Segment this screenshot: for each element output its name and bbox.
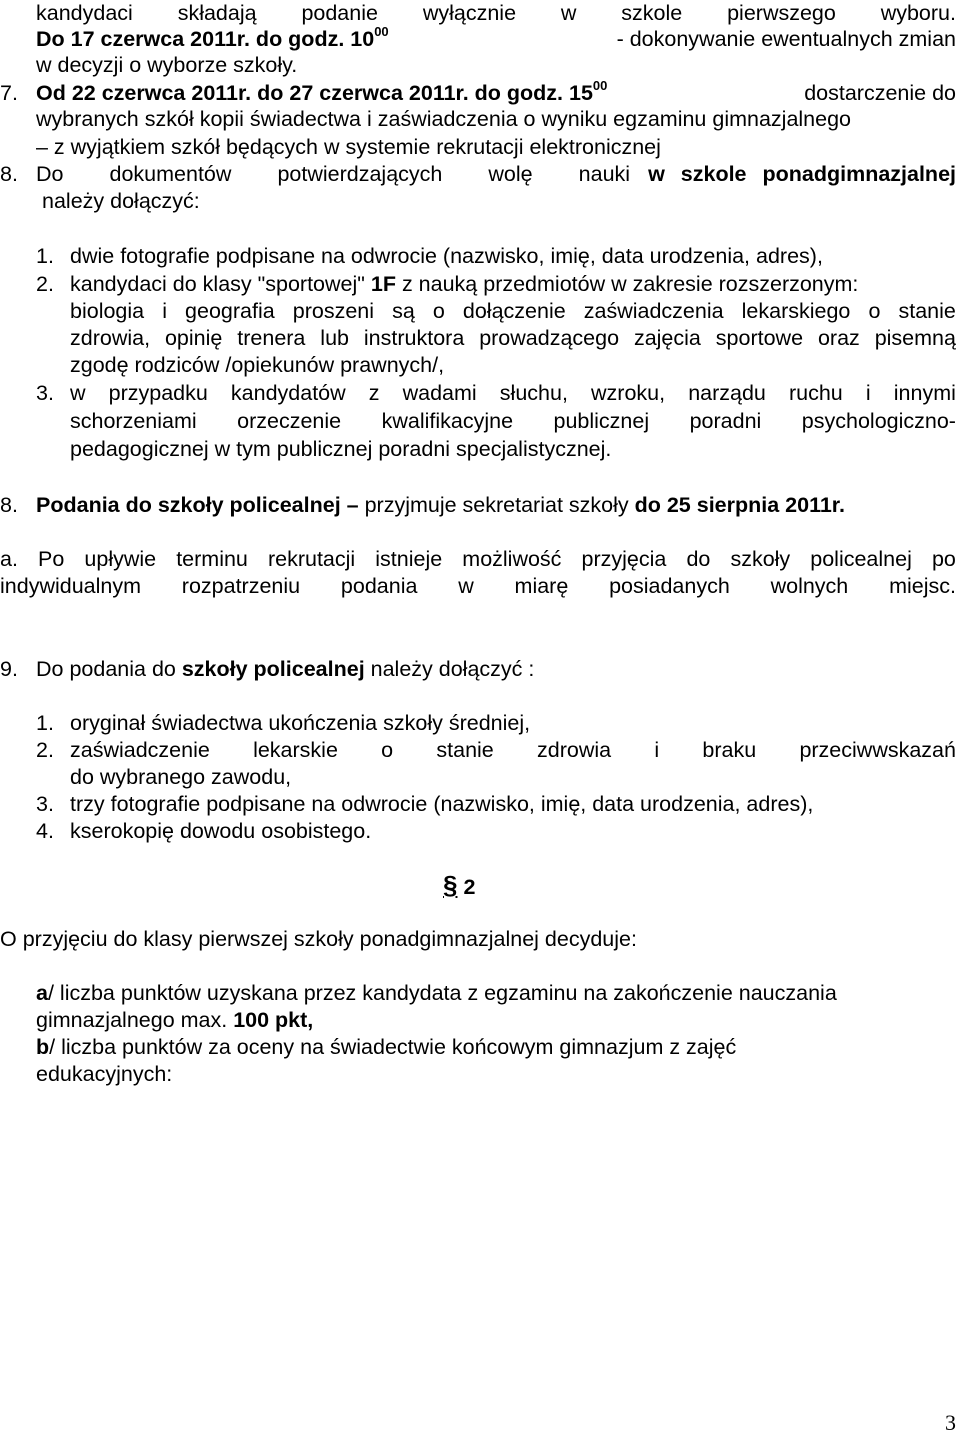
section-2-intro: O przyjęciu do klasy pierwszej szkoły ponadgimnazjalnej decyduje:	[0, 927, 637, 951]
list-b-1-number: 1.	[36, 711, 54, 735]
list-a-2-number: 2.	[36, 272, 54, 296]
item-8-line-2: należy dołączyć:	[42, 189, 200, 213]
item-8-bold: w szkole ponadgimnazjalnej	[648, 162, 956, 186]
list-b-4-number: 4.	[36, 819, 54, 843]
deadline-desc: - dokonywanie ewentualnych zmian	[616, 27, 956, 51]
item-7-line-3: – z wyjątkiem szkół będących w systemie rekrutacji elektronicznej	[36, 135, 661, 159]
item-9-text: Do podania do szkoły policealnej należy dołączyć :	[36, 657, 535, 681]
item-a-line-1: a. Po upływie terminu rekrutacji istnieje możliwość przyjęcia do szkoły policealnej po	[0, 547, 956, 571]
paragraph-sign: §	[443, 870, 458, 900]
section-number: 2	[457, 875, 476, 899]
list-a-2-line-3: zdrowia, opinię trenera lub instruktora prowadzącego zajęcia sportowe oraz pisemną	[70, 326, 956, 350]
item-8-text: Do dokumentów potwierdzających wolę nauki	[36, 162, 631, 186]
item-7-date: Od 22 czerwca 2011r. do 27 czerwca 2011r. do godz. $15^{00}$	[36, 78, 608, 105]
list-b-2-number: 2.	[36, 738, 54, 762]
item-7-number: 7.	[0, 81, 18, 105]
item-7-desc: dostarczenie do	[804, 81, 956, 105]
item-8b-number: 8.	[0, 493, 18, 517]
item-7-line-1	[36, 80, 956, 106]
list-a-3-line-3: pedagogicznej w tym publicznej poradni specjalistycznej.	[70, 437, 612, 461]
list-a-3-line-2: schorzeniami orzeczenie kwalifikacyjne publicznej poradni psychologiczno-	[70, 409, 956, 433]
deadline-text: Do 17 czerwca 2011r. do godz. $10^{00}$	[36, 24, 389, 51]
list-b-2-text: zaświadczenie lekarskie o stanie zdrowia i braku przeciwwskazań	[70, 738, 956, 762]
section-2-heading	[443, 872, 475, 900]
criterion-b-line-2: edukacyjnych:	[36, 1062, 173, 1086]
list-b-3-text: trzy fotografie podpisane na odwrocie (nazwisko, imię, data urodzenia, adres),	[70, 792, 814, 816]
list-b-1-text: oryginał świadectwa ukończenia szkoły średniej,	[70, 711, 531, 735]
list-a-1-text: dwie fotografie podpisane na odwrocie (nazwisko, imię, data urodzenia, adres),	[70, 244, 823, 268]
criterion-b: b/ liczba punktów za oceny na świadectwie końcowym gimnazjum z zajęć	[36, 1035, 737, 1059]
intro-line-1: kandydaci składają podanie wyłącznie w szkole pierwszego wyboru.	[36, 1, 956, 25]
item-a-line-2: indywidualnym rozpatrzeniu podania w miarę posiadanych wolnych miejsc.	[0, 574, 956, 598]
intro-line-3: w decyzji o wyborze szkoły.	[36, 53, 298, 77]
list-a-3-number: 3.	[36, 381, 54, 405]
list-b-4-text: kserokopię dowodu osobistego.	[70, 819, 372, 843]
item-8-number: 8.	[0, 162, 18, 186]
list-a-2-line-4: zgodę rodziców /opiekunów prawnych/,	[70, 353, 445, 377]
list-a-2-line-2: biologia i geografia proszeni są o dołączenie zaświadczenia lekarskiego o stanie	[70, 299, 956, 323]
list-b-3-number: 3.	[36, 792, 54, 816]
item-9-number: 9.	[0, 657, 18, 681]
list-a-2-line-1: kandydaci do klasy "sportowej" 1F z nauką przedmiotów w zakresie rozszerzonym:	[70, 272, 859, 296]
criterion-a: a/ liczba punktów uzyskana przez kandydata z egzaminu na zakończenie nauczania	[36, 981, 837, 1005]
item-8-line-1	[36, 161, 956, 187]
list-b-2-text-2: do wybranego zawodu,	[70, 765, 292, 789]
criterion-a-line-2: gimnazjalnego max. 100 pkt,	[36, 1008, 314, 1032]
page-number: 3	[945, 1410, 956, 1435]
list-a-3-line-1: w przypadku kandydatów z wadami słuchu, wzroku, narządu ruchu i innymi	[70, 381, 956, 405]
item-7-line-2: wybranych szkół kopii świadectwa i zaświadczenia o wyniku egzaminu gimnazjalnego	[36, 107, 852, 131]
list-a-1-number: 1.	[36, 244, 54, 268]
intro-line-2	[36, 26, 956, 52]
item-8b-text: Podania do szkoły policealnej – przyjmuje sekretariat szkoły do 25 sierpnia 2011r.	[36, 493, 845, 517]
